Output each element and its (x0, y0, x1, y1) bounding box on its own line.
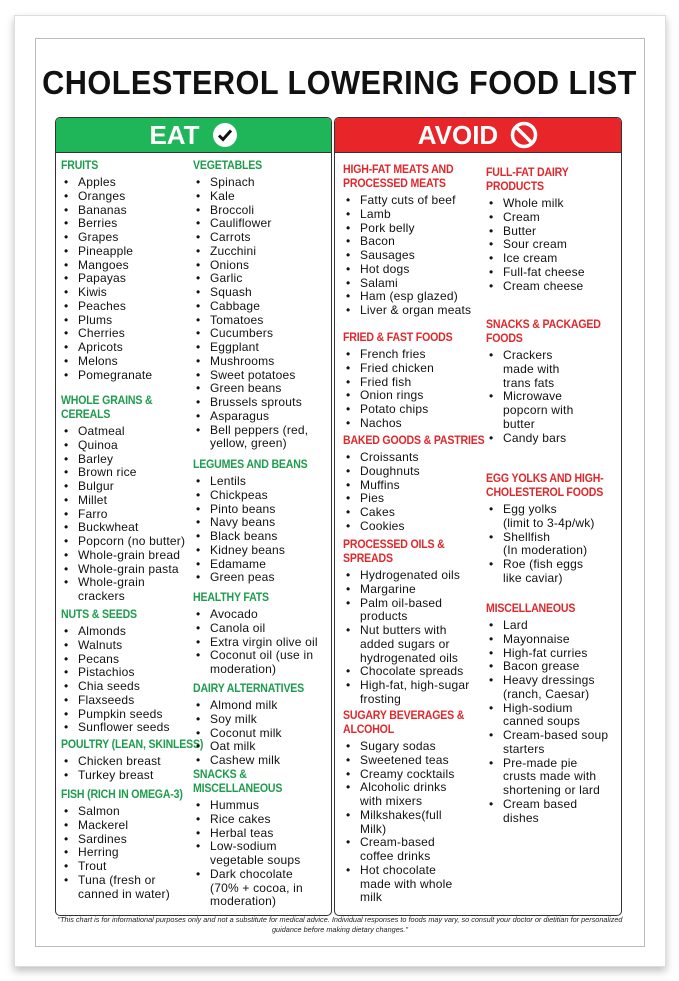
list-item: • Fatty cuts of beef (343, 194, 471, 208)
food-list (343, 194, 471, 318)
list-item: • Pork belly (343, 222, 471, 236)
page-title: CHOLESTEROL LOWERING FOOD LIST (42, 64, 637, 101)
list-item: • Mayonnaise (486, 633, 608, 647)
avoid-header (335, 118, 621, 153)
list-item: • Apricots (61, 341, 152, 355)
list-item: • Cashew milk (193, 754, 319, 768)
list-item: • Lamb (343, 208, 471, 222)
eat-section (193, 158, 308, 451)
list-item: • Oranges (61, 190, 152, 204)
list-item: • Barley (61, 453, 185, 467)
list-item: • Bacon (343, 235, 471, 249)
list-item: • Croissants (343, 451, 504, 465)
list-item: • Ice cream (486, 252, 585, 266)
avoid-section (486, 165, 585, 293)
list-item: • Cream based dishes (486, 798, 608, 826)
section-heading: FRIED & FAST FOODS (343, 330, 453, 344)
list-item: • Black beans (193, 530, 323, 544)
food-list (193, 699, 319, 768)
avoid-section (343, 162, 471, 318)
section-heading: HIGH-FAT MEATS AND PROCESSED MEATS (343, 162, 454, 190)
list-item: • Salami (343, 277, 471, 291)
list-item: • Muffins (343, 479, 504, 493)
eat-section (193, 590, 318, 677)
section-heading: DAIRY ALTERNATIVES (193, 681, 305, 695)
list-item: • Sugary sodas (343, 740, 481, 754)
list-item: • Crackers made with trans fats (486, 349, 616, 390)
food-list (61, 176, 152, 382)
avoid-section (486, 601, 608, 825)
food-list (343, 348, 467, 431)
avoid-section (343, 708, 481, 905)
list-item: • Cookies (343, 520, 504, 534)
list-item: • Mackerel (61, 819, 199, 833)
list-item: • High-sodium canned soups (486, 702, 608, 730)
list-item: • Roe (fish eggs like caviar) (486, 558, 620, 586)
list-item: • Butter (486, 225, 585, 239)
list-item: • Sardines (61, 833, 199, 847)
list-item: • Tuna (fresh or canned in water) (61, 874, 199, 902)
list-item: • Bell peppers (red, yellow, green) (193, 424, 308, 452)
eat-header (56, 118, 331, 153)
list-item: • Cream-based soup starters (486, 729, 608, 757)
list-item: • Whole-grain bread (61, 549, 185, 563)
list-item: • Bulgur (61, 480, 185, 494)
list-item: • Pies (343, 492, 504, 506)
list-item: • Sunflower seeds (61, 721, 170, 735)
list-item: • Cream cheese (486, 280, 585, 294)
food-list (193, 799, 303, 909)
eat-section (61, 607, 170, 735)
avoid-label: AVOID (417, 119, 499, 150)
eat-section (61, 787, 199, 901)
list-item: • Extra virgin olive oil (193, 636, 318, 650)
list-item: • Bacon grease (486, 660, 608, 674)
list-item: • French fries (343, 348, 467, 362)
list-item: • Melons (61, 355, 152, 369)
list-item: • Canola oil (193, 622, 318, 636)
food-list (343, 569, 469, 707)
list-item: • Asparagus (193, 410, 308, 424)
section-heading: MISCELLANEOUS (486, 601, 576, 615)
list-item: • Turkey breast (61, 769, 223, 783)
list-item: • Popcorn (no butter) (61, 535, 185, 549)
list-item: • Nachos (343, 417, 467, 431)
list-item: • Mangoes (61, 259, 152, 273)
section-heading: FISH (RICH IN OMEGA-3) (61, 787, 183, 801)
section-heading: EGG YOLKS AND HIGH- CHOLESTEROL FOODS (486, 471, 604, 499)
eat-section (61, 158, 152, 382)
list-item: • Lard (486, 619, 608, 633)
section-heading: NUTS & SEEDS (61, 607, 137, 621)
list-item: • Mushrooms (193, 355, 308, 369)
list-item: • Herbal teas (193, 827, 303, 841)
avoid-section (343, 537, 469, 707)
list-item: • Microwave popcorn with butter (486, 390, 616, 431)
list-item: • Liver & organ meats (343, 304, 471, 318)
list-item: • High-fat, high-sugar frosting (343, 679, 469, 707)
list-item: • Plums (61, 314, 152, 328)
list-item: • Kiwis (61, 286, 152, 300)
list-item: • Heavy dressings (ranch, Caesar) (486, 674, 608, 702)
food-list (193, 608, 318, 677)
list-item: • Almonds (61, 625, 170, 639)
list-item: • Oatmeal (61, 425, 185, 439)
food-list (343, 451, 504, 534)
list-item: • Coconut milk (193, 727, 319, 741)
list-item: • Pomegranate (61, 369, 152, 383)
list-item: • Hot chocolate made with whole milk (343, 864, 481, 905)
list-item: • Soy milk (193, 713, 319, 727)
list-item: • Pineapple (61, 245, 152, 259)
list-item: • Fried chicken (343, 362, 467, 376)
list-item: • Cakes (343, 506, 504, 520)
list-item: • Grapes (61, 231, 152, 245)
eat-section (61, 393, 185, 604)
list-item: • Broccoli (193, 204, 308, 218)
list-item: • Palm oil-based products (343, 597, 469, 625)
list-item: • Avocado (193, 608, 318, 622)
list-item: • Millet (61, 494, 185, 508)
list-item: • Berries (61, 217, 152, 231)
list-item: • Margarine (343, 583, 469, 597)
list-item: • Oat milk (193, 740, 319, 754)
list-item: • Peaches (61, 300, 152, 314)
list-item: • Chia seeds (61, 680, 170, 694)
list-item: • Chicken breast (61, 755, 223, 769)
list-item: • Pumpkin seeds (61, 708, 170, 722)
disclaimer: "This chart is for informational purposes only and not a substitute for medical advice. Individual responses to foods may vary, so consult your doctor or dietitian for personalized guidance before making dietary changes." (57, 915, 623, 934)
list-item: • Hummus (193, 799, 303, 813)
list-item: • Edamame (193, 558, 323, 572)
list-item: • Pistachios (61, 666, 170, 680)
food-list (61, 625, 170, 735)
list-item: • Green beans (193, 382, 308, 396)
list-item: • Chickpeas (193, 489, 323, 503)
list-item: • Hydrogenated oils (343, 569, 469, 583)
section-heading: HEALTHY FATS (193, 590, 269, 604)
list-item: • Cabbage (193, 300, 308, 314)
food-list (486, 619, 608, 825)
list-item: • Walnuts (61, 639, 170, 653)
list-item: • Bananas (61, 204, 152, 218)
list-item: • Potato chips (343, 403, 467, 417)
list-item: • Alcoholic drinks with mixers (343, 781, 481, 809)
list-item: • Brown rice (61, 466, 185, 480)
section-heading: PROCESSED OILS & SPREADS (343, 537, 445, 565)
list-item: • Coconut oil (use in moderation) (193, 649, 318, 677)
list-item: • Carrots (193, 231, 308, 245)
list-item: • Whole-grain pasta (61, 563, 185, 577)
section-heading: POULTRY (LEAN, SKINLESS) (61, 737, 204, 751)
list-item: • Rice cakes (193, 813, 303, 827)
list-item: • Salmon (61, 805, 199, 819)
list-item: • Cream (486, 211, 585, 225)
list-item: • Cream-based coffee drinks (343, 836, 481, 864)
list-item: • Sausages (343, 249, 471, 263)
list-item: • Cherries (61, 327, 152, 341)
checkmark-icon (212, 122, 238, 148)
list-item: • Egg yolks (limit to 3-4p/wk) (486, 503, 620, 531)
list-item: • Creamy cocktails (343, 768, 481, 782)
list-item: • Cauliflower (193, 217, 308, 231)
list-item: • Navy beans (193, 516, 323, 530)
avoid-section (486, 471, 620, 586)
food-list (193, 176, 308, 451)
list-item: • Low-sodium vegetable soups (193, 840, 303, 868)
section-heading: VEGETABLES (193, 158, 263, 172)
list-item: • Onion rings (343, 389, 467, 403)
list-item: • Sweet potatoes (193, 369, 308, 383)
section-heading: LEGUMES AND BEANS (193, 457, 308, 471)
list-item: • Cucumbers (193, 327, 308, 341)
food-list (486, 503, 620, 586)
list-item: • Flaxseeds (61, 694, 170, 708)
list-item: • Hot dogs (343, 263, 471, 277)
list-item: • Farro (61, 508, 185, 522)
list-item: • Eggplant (193, 341, 308, 355)
eat-section (193, 767, 303, 909)
list-item: • Almond milk (193, 699, 319, 713)
food-list (193, 475, 323, 585)
avoid-section (486, 317, 616, 445)
list-item: • Squash (193, 286, 308, 300)
avoid-section (343, 330, 467, 431)
list-item: • Zucchini (193, 245, 308, 259)
food-list (61, 805, 199, 901)
list-item: • Kale (193, 190, 308, 204)
list-item: • Quinoa (61, 439, 185, 453)
list-item: • Onions (193, 259, 308, 273)
list-item: • Green peas (193, 571, 323, 585)
list-item: • Ham (esp glazed) (343, 290, 471, 304)
list-item: • Full-fat cheese (486, 266, 585, 280)
list-item: • Brussels sprouts (193, 396, 308, 410)
food-list (343, 740, 481, 905)
section-heading: WHOLE GRAINS & CEREALS (61, 393, 153, 421)
list-item: • Pinto beans (193, 503, 323, 517)
section-heading: FRUITS (61, 158, 99, 172)
list-item: • Herring (61, 846, 199, 860)
list-item: • Candy bars (486, 432, 616, 446)
list-item: • Tomatoes (193, 314, 308, 328)
section-heading: SNACKS & PACKAGED FOODS (486, 317, 601, 345)
list-item: • Trout (61, 860, 199, 874)
list-item: • Doughnuts (343, 465, 504, 479)
list-item: • Pecans (61, 653, 170, 667)
avoid-section (343, 433, 504, 534)
list-item: • Lentils (193, 475, 323, 489)
list-item: • Nut butters with added sugars or hydrogenated oils (343, 624, 469, 665)
section-heading: SNACKS & MISCELLANEOUS (193, 767, 283, 795)
list-item: • Sweetened teas (343, 754, 481, 768)
food-list (486, 197, 585, 293)
section-heading: SUGARY BEVERAGES & ALCOHOL (343, 708, 465, 736)
list-item: • Sour cream (486, 238, 585, 252)
section-heading: BAKED GOODS & PASTRIES (343, 433, 485, 447)
food-list (61, 425, 185, 604)
eat-section (193, 457, 323, 585)
list-item: • Dark chocolate (70% + cocoa, in moderation) (193, 868, 303, 909)
list-item: • Papayas (61, 272, 152, 286)
list-item: • Fried fish (343, 376, 467, 390)
prohibited-icon (510, 121, 538, 149)
list-item: • Spinach (193, 176, 308, 190)
food-list (486, 349, 616, 445)
eat-label: EAT (149, 119, 200, 150)
list-item: • Pre-made pie crusts made with shortening or lard (486, 757, 608, 798)
list-item: • Whole milk (486, 197, 585, 211)
list-item: • Buckwheat (61, 521, 185, 535)
section-heading: FULL-FAT DAIRY PRODUCTS (486, 165, 569, 193)
list-item: • Kidney beans (193, 544, 323, 558)
eat-section (193, 681, 319, 768)
list-item: • Whole-grain crackers (61, 576, 185, 604)
list-item: • Apples (61, 176, 152, 190)
list-item: • Milkshakes(full Milk) (343, 809, 481, 837)
list-item: • Garlic (193, 272, 308, 286)
list-item: • Shellfish (In moderation) (486, 531, 620, 559)
list-item: • Chocolate spreads (343, 665, 469, 679)
list-item: • High-fat curries (486, 647, 608, 661)
